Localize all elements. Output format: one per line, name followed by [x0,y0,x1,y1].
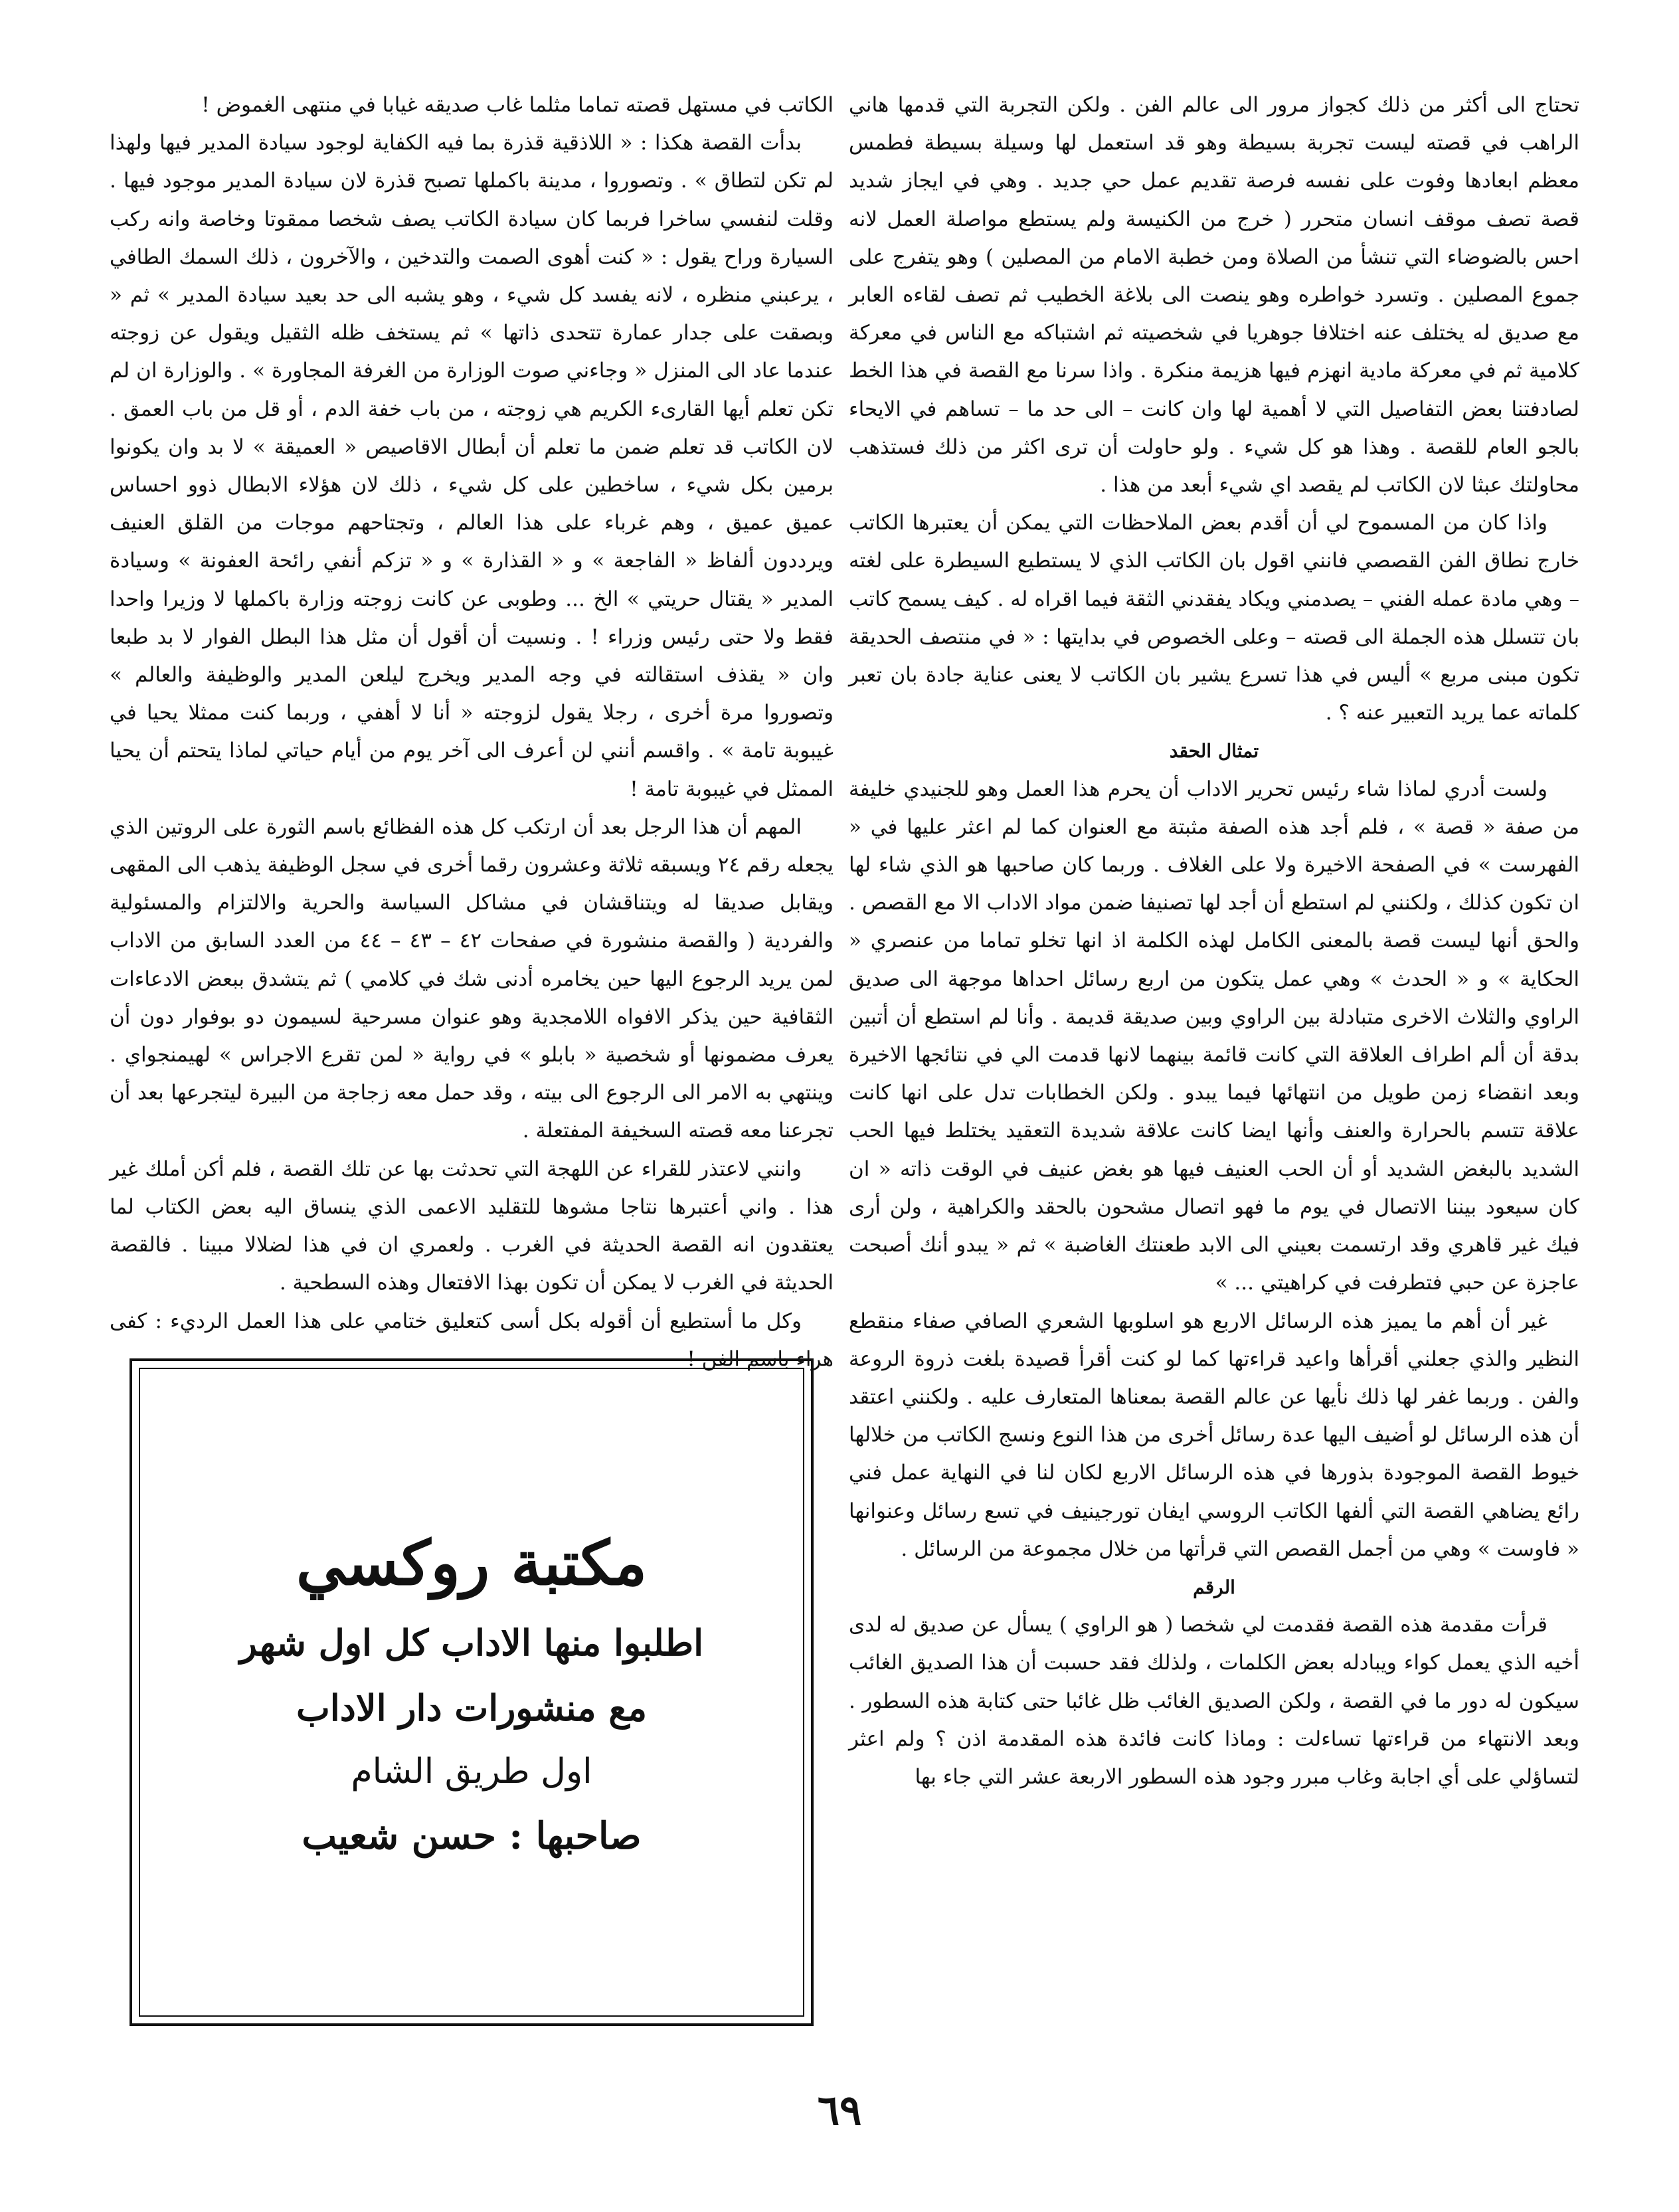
advertisement-owner: صاحبها : حسن شعيب [302,1813,642,1858]
left-column [110,86,834,1378]
right-paragraph-1: تحتاج الى أكثر من ذلك كجواز مرور الى عالم الفن . ولكن التجربة التي قدمها هاني الراهب في قصته ليست تجربة بسيطة وهو قد استعمل لها وسيلة بسيطة فطمس معظم ابعادها وفوت على نفسه فرصة تقديم عمل حي جديد . وهي في ايجاز شديد قصة تصف موقف انسان متحرر ( خرج من الكنيسة ولم يستطع مواصلة العمل لانه احس بالضوضاء التي تنشأ من الصلاة ومن خطبة الامام من المصلين ) وهو يتفرج على جموع المصلين . وتسرد خواطره وهو ينصت الى بلاغة الخطيب ثم تصف لقاءه العابر مع صديق له يختلف عنه اختلافا جوهريا في شخصيته ثم اشتباكه مع الناس في معركة كلامية ثم في معركة مادية انهزم فيها هزيمة منكرة . واذا سرنا مع القصة في هذا الخط لصادفتنا بعض التفاصيل التي لا أهمية لها وان كانت – الى حد ما – تساهم في الايحاء بالجو العام للقصة . وهذا هو كل شيء . ولو حاولت أن ترى اكثر من ذلك فستذهب محاولتك عبثا لان الكاتب لم يقصد اي شيء أبعد من هذا . [849,93,1579,498]
right-column [849,86,1579,1796]
right-paragraph-4: غير أن أهم ما يميز هذه الرسائل الاربع هو اسلوبها الشعري الصافي صفاء منقطع النظير والذي جعلني أقرأها واعيد قراءتها كما لو كنت أقرأ قصيدة بلغت ذروة الروعة والفن . وربما غفر لها ذلك نأيها عن عالم القصة بمعناها المتعارف عليه . ولكنني اعتقد أن هذه الرسائل لو أضيف اليها عدة رسائل أخرى من هذا النوع ونسج الكاتب من خلالها خيوط القصة الموجودة بذورها في هذه الرسائل الاربع لكان لنا في النهاية عمل فني رائع يضاهي القصة التي ألفها الكاتب الروسي ايفان تورجينيف في تسع رسائل وعنوانها « فاوست » وهي من أجمل القصص التي قرأتها من خلال مجموعة من الرسائل . [849,1309,1579,1561]
left-paragraph-3: المهم أن هذا الرجل بعد أن ارتكب كل هذه الفظائع باسم الثورة على الروتين الذي يجعله رقم ٢٤ ويسبقه ثلاثة وعشرون رقما أخرى في سجل الوظيفة يذهب الى المقهى ويقابل صديقا له ويتناقشان في مشاكل السياسة والحرية والالتزام والمسئولية والفردية ( والقصة منشورة في صفحات ٤٢ – ٤٣ – ٤٤ من العدد السابق من الاداب لمن يريد الرجوع اليها حين يخامره أدنى شك في كلامي ) ثم يتشدق ببعض الادعاءات الثقافية حين يذكر الافواه اللامجدية وهو عنوان مسرحية لسيمون دو بوفوار دون أن يعرف مضمونها أو شخصية « بابلو » في رواية « لمن تقرع الاجراس » لهيمنجواي . وينتهي به الامر الى الرجوع الى بيته ، وقد حمل معه زجاجة من البيرة ليتجرعها بعد أن تجرعنا معه قصته السخيفة المفتعلة . [110,814,834,1143]
advertisement-line-1: اطلبوا منها الاداب كل اول شهر [239,1621,704,1664]
advertisement-title: مكتبة روكسي [296,1526,648,1599]
right-paragraph-2: واذا كان من المسموح لي أن أقدم بعض الملاحظات التي يمكن أن يعتبرها الكاتب خارج نطاق الفن القصصي فانني اقول بان الكاتب الذي لا يستطيع السيطرة على لغته – وهي مادة عمله الفني – يصدمني ويكاد يفقدني الثقة فيما اقراه له . كيف يسمح كاتب بان تتسلل هذه الجملة الى قصته – وعلى الخصوص في بدايتها : « في منتصف الحديقة تكون مبنى مربع » أليس في هذا تسرع يشير بان الكاتب لا يعنى عناية جادة بان تعبر كلماته عما يريد التعبير عنه ؟ . [849,511,1579,725]
advertisement-line-2: مع منشورات دار الاداب [296,1686,648,1729]
left-paragraph-2: بدأت القصة هكذا : « اللاذقية قذرة بما فيه الكفاية لوجود سيادة المدير فيها ولهذا لم تكن لتطاق » . وتصوروا ، مدينة باكملها تصبح قذرة لان سيادة المدير موجود فيها . وقلت لنفسي ساخرا فربما كان سيادة الكاتب يصف شخصا ممقوتا وخاصة وانه ركب السيارة وراح يقول : « كنت أهوى الصمت والتدخين ، والآخرون ، ذلك السمك الطافي ، يرعبني منظره ، لانه يفسد كل شيء ، وهو يشبه الى حد بعيد سيادة المدير » ثم « وبصقت على جدار عمارة تتحدى ذاتها » ثم يستخف ظله الثقيل ويقول عن زوجته عندما عاد الى المنزل « وجاءني صوت الوزارة من الغرفة المجاورة » . والوزارة ان لم تكن تعلم أيها القارىء الكريم هي زوجته ، من باب خفة الدم ، أو قل من باب العمق . لان الكاتب قد تعلم ضمن ما تعلم أن أبطال الاقاصيص « العميقة » لا بد وان يكونوا برمين بكل شيء ، ساخطين على كل شيء ، ذلك لان هؤلاء الابطال ذوو احساس عميق عميق ، وهم غرباء على هذا العالم ، وتجتاحهم موجات من القلق العنيف ويرددون ألفاظ « الفاجعة » و « القذارة » و « تزكم أنفي رائحة العفونة » وسيادة المدير « يقتال حريتي » الخ ... وطوبى عن كانت زوجته وزارة باكملها لا وزيرا واحدا فقط ولا حتى رئيس وزراء ! . ونسيت أن أقول أن مثل هذا البطل الفوار لا بد طبعا وان « يقذف استقالته في وجه المدير ويخرج ليلعن المدير والوظيفة والعالم » وتصوروا مرة أخرى ، رجلا يقول لزوجته « أنا لا أهفي ، وربما كنت ممثلا يحيا في غيبوبة تامة » . واقسم أنني لن أعرف الى آخر يوم من أيام حياتي لماذا يتحتم أن يحيا الممثل في غيبوبة تامة ! [110,131,834,801]
advertisement-line-3: اول طريق الشام [351,1751,592,1792]
left-paragraph-1: الكاتب في مستهل قصته تماما مثلما غاب صديقه غيابا في منتهى الغموض ! [201,93,834,117]
section-heading-number: الرقم [1193,1576,1235,1598]
right-paragraph-3: ولست أدري لماذا شاء رئيس تحرير الاداب أن يحرم هذا العمل وهو للجنيدي خليفة من صفة « قصة » ، فلم أجد هذه الصفة مثبتة مع العنوان كما لم اعثر عليها في « الفهرست » في الصفحة الاخيرة ولا على الغلاف . وربما كان صاحبها هو الذي شاء لها ان تكون كذلك ، ولكنني لم استطع أن أجد لها تصنيفا ضمن مواد الاداب الا مع القصص . والحق أنها ليست قصة بالمعنى الكامل لهذه الكلمة اذ انها تخلو تماما من عنصري « الحكاية » و « الحدث » وهي عمل يتكون من اربع رسائل احداها موجهة الى صديق الراوي والثلاث الاخرى متبادلة بين الراوي وبين صديقة قديمة . وأنا لم استطع أن أتبين بدقة أن ألم اطراف العلاقة التي كانت قائمة بينهما لانها قدمت الي في نتائجها الاخيرة وبعد انقضاء زمن طويل من انتهائها فيما يبدو . ولكن الخطابات تدل على انها كانت علاقة تتسم بالحرارة والعنف وأنها ايضا كانت علاقة شديدة التعقيد يختلط فيها الحب الشديد بالبغض الشديد أو أن الحب العنيف فيها هو بغض عنيف في الوقت ذاته « ان كان سيعود بيننا الاتصال في يوم ما فهو اتصال مشحون بالحقد والكراهية ، ولن أرى فيك غير قاهري وقد ارتسمت بعيني الى الابد طعنتك الغاضبة » ثم « يبدو أنك أصبحت عاجزة عن حبي فتطرفت في كراهيتي ... » [849,777,1579,1295]
left-paragraph-5: وكل ما أستطيع أن أقوله بكل أسى كتعليق ختامي على هذا العمل الرديء : كفى هراء باسم الفن ! [110,1309,834,1371]
section-heading-hatred-statue: تمثال الحقد [1169,740,1259,763]
advertisement-inner-frame [139,1368,804,2017]
right-paragraph-5: قرأت مقدمة هذه القصة فقدمت لي شخصا ( هو الراوي ) يسأل عن صديق له لدى أخيه الذي يعمل كواء ويبادله بعض الكلمات ، ولذلك فقد حسبت أن هذا الصديق الغائب سيكون له دور ما في القصة ، ولكن الصديق الغائب ظل غائبا حتى كتابة هذه السطور . وبعد الانتهاء من قراءتها تساءلت : وماذا كانت فائدة هذه المقدمة اذن ؟ ولم اعثر لتساؤلي على أي اجابة وغاب مبرر وجود هذه السطور الاربعة عشر التي جاء بها [849,1613,1579,1789]
page-number: ٦٩ [817,2086,862,2134]
left-paragraph-4: وانني لاعتذر للقراء عن اللهجة التي تحدثت بها عن تلك القصة ، فلم أكن أملك غير هذا . واني أعتبرها نتاجا مشوها للتقليد الاعمى الذي ينساق اليه بعض الكتاب لما يعتقدون انه القصة الحديثة في الغرب . ولعمري ان في هذا لضلالا مبينا . فالقصة الحديثة في الغرب لا يمكن أن تكون بهذا الافتعال وهذه السطحية . [110,1156,834,1295]
bookstore-advertisement [130,1358,814,2026]
